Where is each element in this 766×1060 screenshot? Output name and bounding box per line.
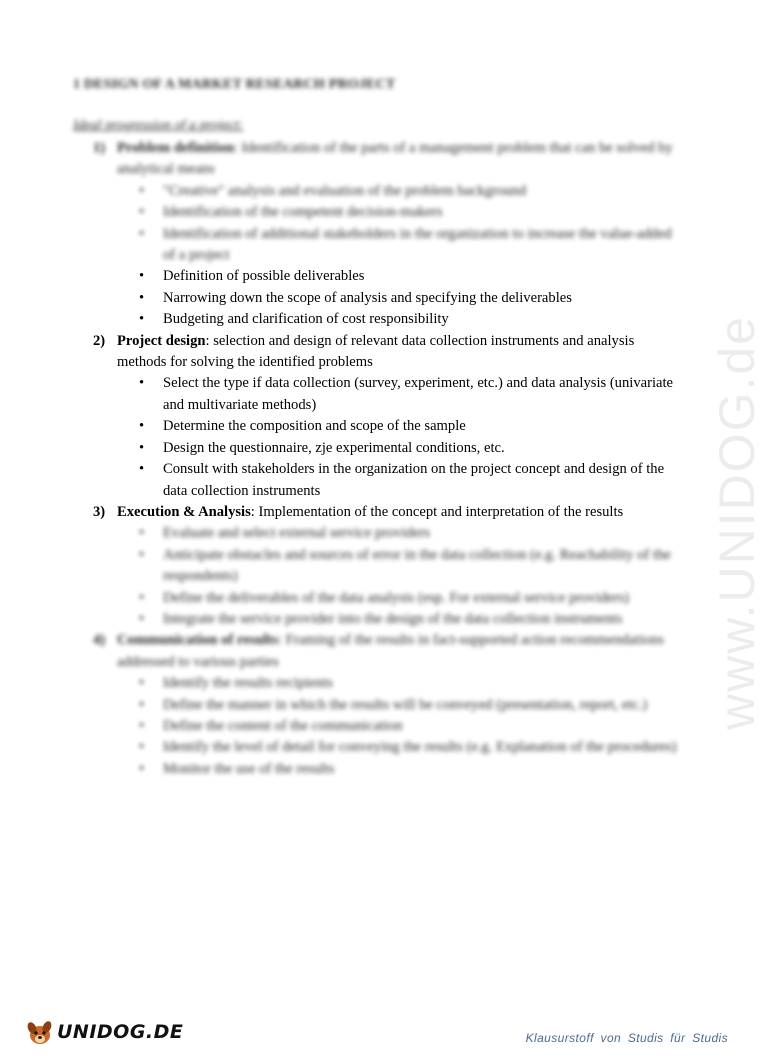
list-item: • Evaluate and select external service providers — [139, 523, 683, 544]
list-item: • Consult with stakeholders in the organization on the project concept and design of the data collection instruments — [139, 459, 683, 502]
section-header — [93, 502, 683, 523]
dog-icon — [23, 1016, 55, 1048]
list-item: • Identification of the competent decision-makers — [139, 202, 683, 223]
section-text — [117, 138, 683, 181]
list-item: • Define the deliverables of the data analysis (esp. For external service providers) — [139, 588, 683, 609]
list-item: • Anticipate obstacles and sources of error in the data collection (e.g. Reachability of the respondents) — [139, 545, 683, 588]
section-header — [93, 331, 683, 374]
page-heading: 1 DESIGN OF A MARKET RESEARCH PROJECT — [73, 77, 396, 92]
section-project-design — [93, 331, 683, 502]
section-description: : Implementation of the concept and interpretation of the results — [250, 503, 624, 520]
logo-text: UNIDOG.DE — [57, 1021, 184, 1043]
list-item: • Definition of possible deliverables — [139, 266, 683, 287]
unidog-logo[interactable] — [23, 1016, 183, 1048]
section-description: : Identification of the parts of a management problem that can be solved by analytical means — [117, 140, 673, 178]
list-item: • Identify the level of detail for conveying the results (e.g. Explanation of the procedures) — [139, 737, 683, 758]
section-header — [93, 630, 683, 673]
section-number: 3) — [93, 503, 106, 520]
footer-tagline: Klausurstoff von Studis für Studis — [525, 1031, 728, 1045]
list-item: • Determine the composition and scope of the sample — [139, 416, 683, 437]
section-execution-analysis — [93, 502, 683, 630]
section-communication-results — [93, 630, 683, 780]
list-item: • Define the content of the communication — [139, 716, 683, 737]
list-item: • Integrate the service provider into the design of the data collection instruments — [139, 609, 683, 630]
bullet-list — [93, 523, 683, 630]
outline — [93, 138, 683, 780]
section-description: : Framing of the results in fact-supported action recommendations addressed to various parties — [117, 632, 664, 670]
section-number: 4) — [93, 632, 106, 649]
section-title: Project design — [117, 332, 206, 349]
section-text — [117, 502, 683, 523]
list-item: • Identification of additional stakeholders in the organization to increase the value-added of a project — [139, 224, 683, 267]
section-text — [117, 331, 683, 374]
list-item: • Define the manner in which the results will be conveyed (presentation, report, etc.) — [139, 695, 683, 716]
section-problem-definition — [93, 138, 683, 331]
section-number: 1) — [93, 140, 106, 156]
list-item: • Select the type if data collection (survey, experiment, etc.) and data analysis (univariate and multivariate methods) — [139, 373, 683, 416]
list-item: • Design the questionnaire, zje experimental conditions, etc. — [139, 438, 683, 459]
watermark: www.UNIDOG.de — [709, 315, 765, 730]
section-title: Execution & Analysis — [117, 503, 251, 520]
section-title: Problem definition — [117, 140, 234, 156]
list-item: • Identify the results recipients — [139, 673, 683, 694]
bullet-list — [93, 181, 683, 331]
list-item: • Monitor the use of the results — [139, 759, 683, 780]
bullet-list — [93, 673, 683, 780]
section-text — [117, 630, 683, 673]
list-item: • Budgeting and clarification of cost responsibility — [139, 309, 683, 330]
list-item: • "Creative" analysis and evaluation of the problem background — [139, 181, 683, 202]
section-number: 2) — [93, 332, 106, 349]
page-subheading: Ideal progression of a project: — [73, 118, 244, 133]
section-header — [93, 138, 683, 181]
bullet-list — [93, 373, 683, 501]
section-title: Communication of results — [117, 632, 279, 649]
section-description: : selection and design of relevant data collection instruments and analysis methods for solving the identified problems — [117, 332, 635, 371]
list-item: • Narrowing down the scope of analysis and specifying the deliverables — [139, 288, 683, 309]
